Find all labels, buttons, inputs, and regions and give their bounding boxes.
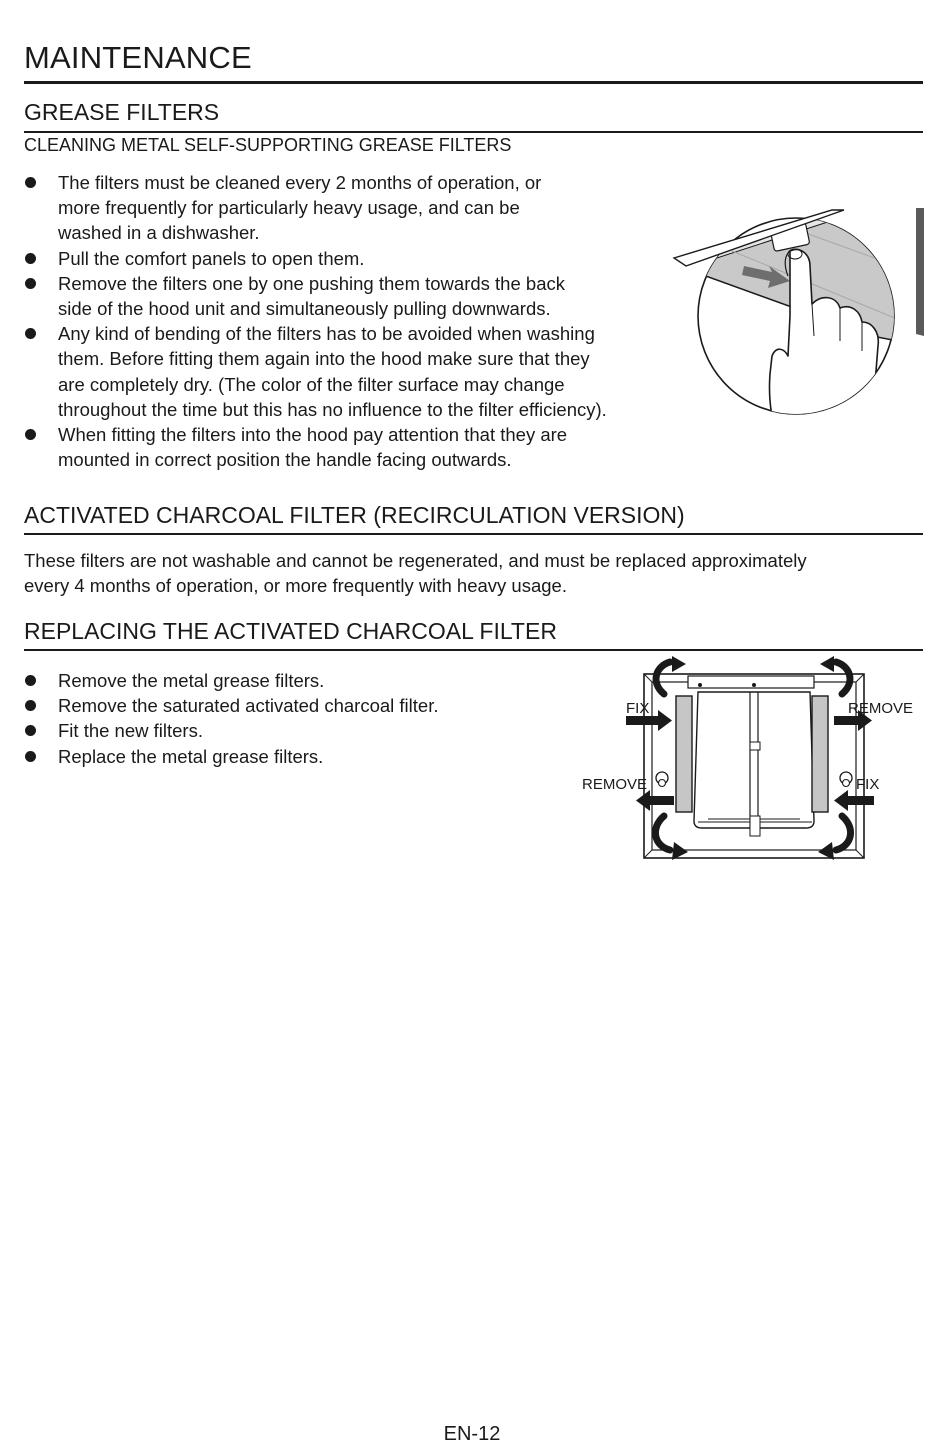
grease-filter-removal-illustration (672, 196, 924, 446)
bullet-line: Remove the filters one by one pushing them towards the back (58, 272, 565, 294)
title-rule (24, 81, 923, 84)
replacing-heading: REPLACING THE ACTIVATED CHARCOAL FILTER (24, 618, 557, 644)
bullet-line: are completely dry. (The color of the filter surface may change (58, 373, 565, 395)
bullet-line: mounted in correct position the handle facing outwards. (58, 449, 512, 471)
charcoal-filter-heading: ACTIVATED CHARCOAL FILTER (RECIRCULATION VERSION) (24, 502, 685, 528)
paragraph-line: every 4 months of operation, or more frequently with heavy usage. (24, 575, 567, 596)
list-item (24, 422, 607, 472)
list-item: Remove the metal grease filters. (24, 668, 438, 693)
bullet-line: more frequently for particularly heavy usage, and can be (58, 197, 520, 219)
bullet-line: them. Before fitting them again into the hood make sure that they (58, 348, 590, 370)
list-item: Fit the new filters. (24, 718, 438, 743)
grease-filters-heading: GREASE FILTERS (24, 99, 220, 125)
replacing-rule (24, 649, 923, 651)
grease-filters-list (24, 170, 607, 472)
page-title: MAINTENANCE (24, 40, 252, 75)
label-fix-right: FIX (856, 776, 880, 793)
label-remove-right: REMOVE (848, 700, 914, 717)
page-number: EN-12 (443, 1423, 501, 1445)
charcoal-filter-diagram (578, 656, 923, 866)
charcoal-filter-right (812, 696, 828, 812)
list-item (24, 246, 607, 271)
list-item: Remove the saturated activated charcoal filter. (24, 693, 438, 718)
bullet-line: side of the hood unit and simultaneously pulling downwards. (58, 298, 551, 320)
charcoal-filter-rule (24, 533, 923, 535)
bullet-line: Any kind of bending of the filters has to be avoided when washing (58, 323, 595, 345)
grease-filters-rule (24, 131, 923, 133)
motor-housing (694, 692, 814, 828)
list-item (24, 170, 607, 246)
bullet-line: When fitting the filters into the hood pay attention that they are (58, 424, 568, 446)
charcoal-filter-description (24, 548, 924, 598)
bullet-line: Pull the comfort panels to open them. (58, 247, 365, 269)
bullet-line: washed in a dishwasher. (58, 222, 260, 244)
bullet-line: The filters must be cleaned every 2 months of operation, or (58, 172, 542, 193)
list-item (24, 321, 607, 422)
grease-filters-subheading: CLEANING METAL SELF-SUPPORTING GREASE FILTERS (24, 135, 512, 155)
list-item (24, 271, 607, 321)
replacing-list (24, 668, 438, 769)
list-item: Replace the metal grease filters. (24, 744, 438, 769)
label-remove-left: REMOVE (582, 776, 648, 793)
paragraph-line: These filters are not washable and cannot be regenerated, and must be replaced approximately (24, 550, 807, 571)
charcoal-filter-left (676, 696, 692, 812)
label-fix-left: FIX (626, 700, 650, 717)
bullet-line: throughout the time but this has no influence to the filter efficiency). (58, 398, 607, 420)
